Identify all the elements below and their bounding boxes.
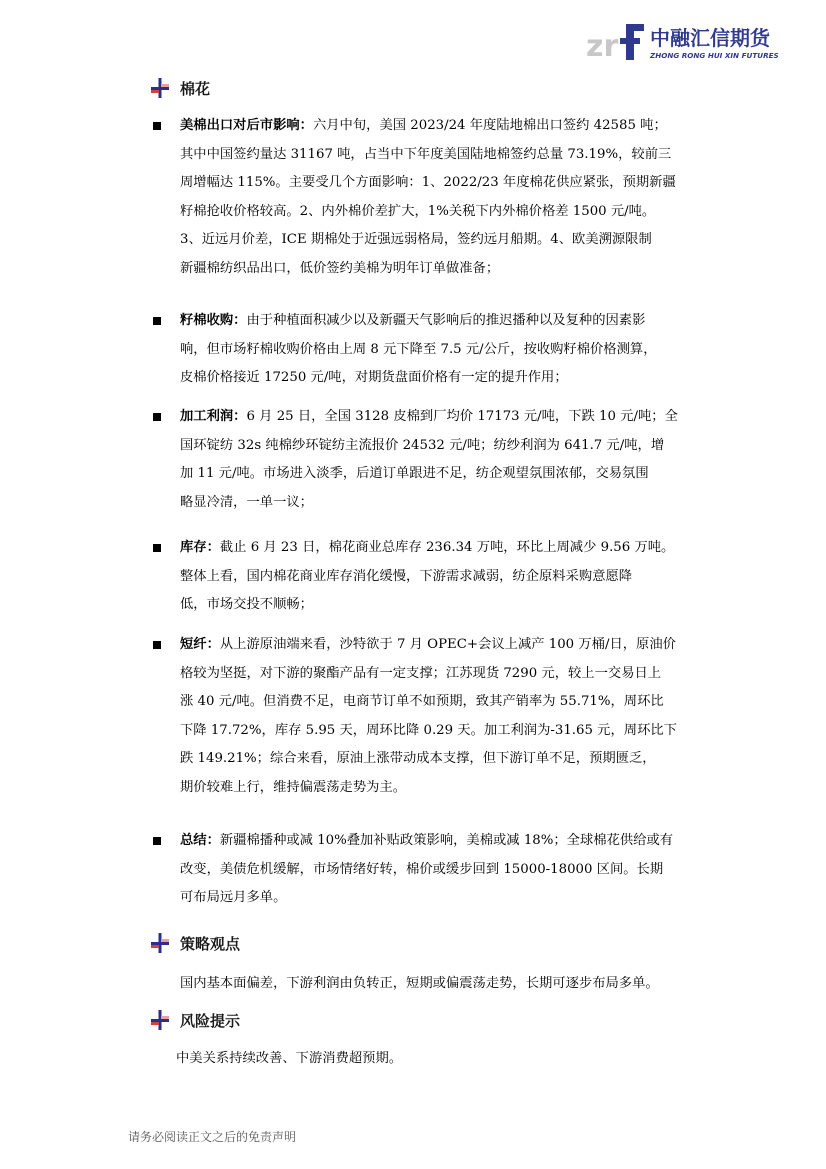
item-line: 由于种植面积减少以及新疆天气影响后的推迟播种以及复种的因素影 [246, 313, 646, 328]
item-line: 周增幅达 115%。主要受几个方面影响：1、2022/23 年度棉花供应紧张，预期新疆 [180, 175, 676, 191]
strategy-text: 国内基本面偏差，下游利润由负转正，短期或偏震荡走势，长期可逐步布局多单。 [180, 976, 659, 991]
company-logo [586, 20, 786, 64]
bullet-icon [153, 641, 161, 649]
item-key: 短纤： [180, 637, 220, 652]
bullet-icon [153, 122, 161, 130]
section-title: 风险提示 [180, 1011, 241, 1030]
list-item [180, 112, 705, 284]
item-key: 加工利润： [180, 409, 247, 424]
item-line: 截止 6 月 23 日，棉花商业总库存 236.34 万吨，环比上周减少 9.56 万吨。 [219, 540, 675, 555]
item-line: 可布局远月多单。 [180, 890, 287, 906]
item-line: 六月中旬，美国 2023/24 年度陆地棉出口签约 42585 吨； [312, 118, 667, 133]
section-marker-icon [150, 933, 170, 953]
section-title: 棉花 [180, 79, 211, 98]
list-item [180, 307, 705, 393]
item-line: 整体上看，国内棉花商业库存消化缓慢，下游需求减弱，纺企原料采购意愿降 [180, 568, 633, 584]
item-line: 从上游原油端来看，沙特欲于 7 月 OPEC+会议上减产 100 万桶/日，原油价 [219, 637, 676, 652]
section-heading-strategy [150, 931, 240, 955]
item-key: 籽棉收购： [180, 313, 247, 328]
list-item [180, 403, 705, 517]
item-line: 国环锭纺 32s 纯棉纱环锭纺主流报价 24532 元/吨；纺纱利润为 641.7 元/吨，增 [180, 437, 665, 453]
item-key: 美棉出口对后市影响： [180, 118, 313, 133]
item-line: 3、近远月价差，ICE 期棉处于近强远弱格局，签约远月船期。4、欧美溯源限制 [180, 232, 652, 248]
zrf-logo-mark-icon [586, 20, 646, 64]
item-line: 涨 40 元/吨。但消费不足，电商节订单不如预期，致其产销率为 55.71%，周环比 [180, 694, 664, 710]
item-line: 6 月 25 日，全国 3128 皮棉到厂均价 17173 元/吨，下跌 10 元/吨；全 [246, 409, 678, 424]
list-item [180, 827, 705, 913]
list-item [180, 534, 705, 620]
item-line: 响，但市场籽棉收购价格由上周 8 元下降至 7.5 元/公斤，按收购籽棉价格测算， [180, 341, 657, 357]
logo-text-en: ZHONG RONG HUI XIN FUTURES [650, 51, 779, 60]
section-heading-cotton [150, 76, 210, 100]
bullet-icon [153, 544, 161, 552]
list-item [180, 631, 705, 803]
svg-text:zr: zr [586, 29, 619, 64]
section-marker-icon [150, 78, 170, 98]
logo-text-cn: 中融汇信期货 [650, 26, 770, 50]
section-marker-icon [150, 1010, 170, 1030]
item-key: 库存： [180, 540, 220, 555]
item-line: 皮棉价格接近 17250 元/吨，对期货盘面价格有一定的提升作用； [180, 370, 568, 386]
item-line: 略显冷清，一单一议； [180, 494, 313, 510]
item-line: 格较为坚挺，对下游的聚酯产品有一定支撑；江苏现货 7290 元，较上一交易日上 [180, 665, 662, 681]
item-line: 籽棉抢收价格较高。2、内外棉价差扩大，1%关税下内外棉价格差 1500 元/吨。 [180, 203, 656, 219]
item-line: 其中中国签约量达 31167 吨，占当中下年度美国陆地棉签约总量 73.19%，较前三 [180, 146, 672, 162]
risk-text: 中美关系持续改善、下游消费超预期。 [176, 1051, 403, 1066]
bullet-icon [153, 413, 161, 421]
item-line: 跌 149.21%；综合来看，原油上涨带动成本支撑，但下游订单不足，预期匮乏， [180, 751, 656, 767]
item-line: 期价较难上行，维持偏震荡走势为主。 [180, 779, 407, 795]
item-line: 下降 17.72%，库存 5.95 天，周环比降 0.29 天。加工利润为-31.65 元，周环比下 [180, 722, 677, 738]
section-title: 策略观点 [180, 934, 241, 953]
bullet-icon [153, 317, 161, 325]
item-line: 新疆棉播种或减 10%叠加补贴政策影响，美棉或减 18%；全球棉花供给或有 [219, 833, 674, 848]
item-key: 总结： [180, 833, 220, 848]
item-line: 加 11 元/吨。市场进入淡季，后道订单跟进不足，纺企观望氛围浓郁，交易氛围 [180, 466, 649, 482]
bullet-icon [153, 837, 161, 845]
item-line: 低，市场交投不顺畅； [180, 597, 313, 613]
section-heading-risk [150, 1008, 240, 1032]
item-line: 新疆棉纺织品出口，低价签约美棉为明年订单做准备； [180, 260, 500, 276]
footer-disclaimer: 请务必阅读正文之后的免责声明 [128, 1130, 297, 1144]
item-line: 改变，美债危机缓解，市场情绪好转，棉价或缓步回到 15000-18000 区间。长期 [180, 861, 664, 877]
